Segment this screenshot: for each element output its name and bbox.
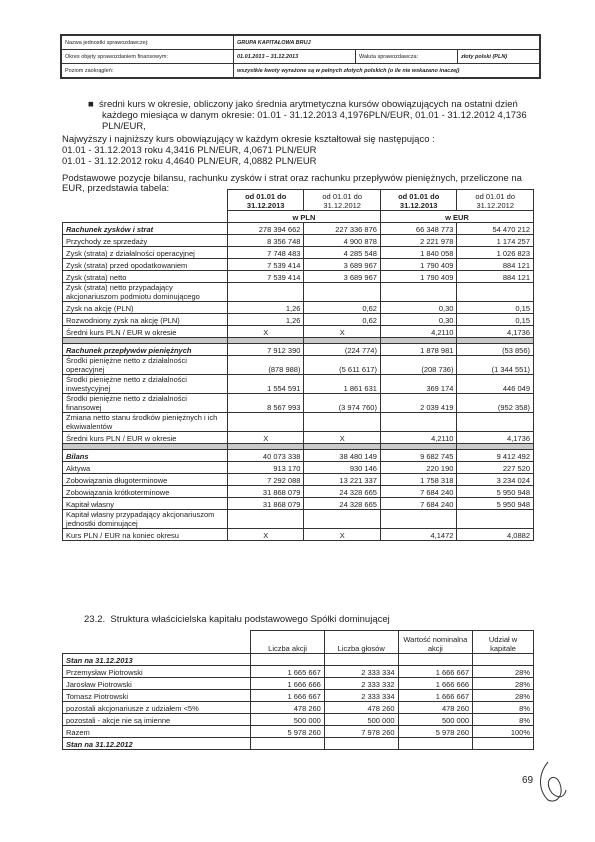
- own-row: [63, 738, 534, 750]
- own-cell: 1 666 667: [398, 666, 473, 678]
- own-cell: 500 000: [324, 714, 398, 726]
- fin-cell: 913 170: [227, 462, 304, 474]
- fin-cell: [304, 413, 381, 432]
- issuer-value: GRUPA KAPITAŁOWA BRUJ: [234, 36, 540, 50]
- fin-row-label: Kapitał własny: [63, 498, 228, 510]
- own-row: [63, 654, 534, 666]
- own-head-votes: Liczba głosów: [324, 631, 398, 654]
- fin-row: [63, 259, 534, 271]
- fin-row: [63, 247, 534, 259]
- own-cell: 478 260: [251, 702, 325, 714]
- own-row: [63, 714, 534, 726]
- own-head-share-pct: Udział w kapitale: [473, 631, 534, 654]
- fin-cell: (5 611 617): [304, 356, 381, 375]
- fin-cell: [380, 510, 457, 529]
- fin-cell: 3 689 967: [304, 259, 381, 271]
- fin-cell: 884 121: [457, 271, 534, 283]
- own-cell: 2 333 334: [324, 690, 398, 702]
- rates-2012: 01.01 - 31.12.2012 roku 4,4640 PLN/EUR, 4,0882 PLN/EUR: [62, 156, 317, 167]
- fin-cell: 4,1472: [380, 529, 457, 541]
- fin-cell: 1,26: [227, 314, 304, 326]
- own-row: [63, 678, 534, 690]
- fin-row-label: Zysk (strata) z działalności operacyjnej: [63, 247, 228, 259]
- section-heading: [84, 614, 390, 625]
- fin-cell: 3 234 024: [457, 474, 534, 486]
- own-cell: 28%: [473, 678, 534, 690]
- fin-cell: 2 039 419: [380, 394, 457, 413]
- section-title: Struktura właścicielska kapitału podstawowego Spółki dominującej: [110, 614, 390, 625]
- fin-cell: 5 950 948: [457, 498, 534, 510]
- section-number: 23.2.: [84, 614, 106, 625]
- fin-cell: 8 356 748: [227, 235, 304, 247]
- own-row: [63, 690, 534, 702]
- own-cell: 8%: [473, 702, 534, 714]
- own-row: [63, 726, 534, 738]
- fin-cell: 40 073 338: [227, 450, 304, 462]
- own-cell: [473, 654, 534, 666]
- rounding-value: wszystkie kwoty wyrażone są w pełnych złotych polskich (o ile nie wskazano inaczej): [234, 64, 540, 78]
- fin-row: [63, 432, 534, 444]
- fin-cell: 7 684 240: [380, 486, 457, 498]
- fin-cell: 7 684 240: [380, 498, 457, 510]
- own-row: [63, 666, 534, 678]
- fin-cell: 31 868 079: [227, 486, 304, 498]
- fin-row: [63, 344, 534, 356]
- fin-cell: 1 174 257: [457, 235, 534, 247]
- fin-row-label: Rachunek zysków i strat: [63, 223, 228, 235]
- document-header: [60, 34, 541, 79]
- own-head-nominal: Wartość nominalna akcji: [398, 631, 473, 654]
- fin-row-label: Rozwodniony zysk na akcję (PLN): [63, 314, 228, 326]
- fin-cell: 4,1736: [457, 432, 534, 444]
- fin-cell: 0,30: [380, 302, 457, 314]
- own-head-shares: Liczba akcji: [251, 631, 325, 654]
- fin-cell: 1 790 409: [380, 271, 457, 283]
- group-pln: w PLN: [227, 211, 380, 223]
- own-cell: 5 978 260: [398, 726, 473, 738]
- fin-cell: 4 900 878: [304, 235, 381, 247]
- own-row-label: Przemysław Piotrowski: [63, 666, 251, 678]
- own-head-0: [63, 631, 251, 654]
- fin-row-label: Środki pieniężne netto z działalności operacyjnej: [63, 356, 228, 375]
- own-row-label: Tomasz Piotrowski: [63, 690, 251, 702]
- period-label: Okres objęty sprawozdaniem finansowym:: [62, 50, 234, 64]
- fin-cell: 0,30: [380, 314, 457, 326]
- own-cell: 1 666 666: [398, 678, 473, 690]
- fin-cell: [227, 510, 304, 529]
- fin-cell: X: [227, 529, 304, 541]
- fin-row-label: Kapitał własny przypadający akcjonariuszom jednostki dominującej: [63, 510, 228, 529]
- own-cell: 478 260: [324, 702, 398, 714]
- own-cell: [324, 738, 398, 750]
- fin-cell: 5 950 948: [457, 486, 534, 498]
- fin-cell: 4,0882: [457, 529, 534, 541]
- own-cell: [251, 738, 325, 750]
- fin-row: [63, 235, 534, 247]
- fin-row: [63, 450, 534, 462]
- fin-cell: (53 856): [457, 344, 534, 356]
- fin-row-label: Bilans: [63, 450, 228, 462]
- fin-cell: (952 358): [457, 394, 534, 413]
- fin-row: [63, 223, 534, 235]
- fin-cell: [304, 510, 381, 529]
- fin-cell: 7 539 414: [227, 259, 304, 271]
- fin-cell: 1 878 981: [380, 344, 457, 356]
- currency-label: Waluta sprawozdawcza:: [356, 50, 458, 64]
- fin-cell: 446 049: [457, 375, 534, 394]
- fin-cell: 24 328 665: [304, 486, 381, 498]
- own-cell: 8%: [473, 714, 534, 726]
- ownership-table: [62, 630, 534, 750]
- fin-row: [63, 413, 534, 432]
- fin-cell: 38 480 149: [304, 450, 381, 462]
- fin-row: [63, 510, 534, 529]
- fin-cell: (878 988): [227, 356, 304, 375]
- fin-row: [63, 283, 534, 302]
- fin-cell: 1 840 058: [380, 247, 457, 259]
- own-cell: 5 978 260: [251, 726, 325, 738]
- table-intro-2: EUR, przedstawia tabela:: [62, 183, 170, 194]
- fin-cell: [380, 283, 457, 302]
- fin-cell: 0,62: [304, 302, 381, 314]
- own-cell: 2 333 334: [324, 666, 398, 678]
- fin-cell: 2 221 978: [380, 235, 457, 247]
- fin-cell: 1 554 591: [227, 375, 304, 394]
- fin-cell: 4,2110: [380, 432, 457, 444]
- fin-row: [63, 394, 534, 413]
- signature: [534, 760, 568, 804]
- fin-row-label: Zmiana netto stanu środków pieniężnych i ich ekwiwalentów: [63, 413, 228, 432]
- own-cell: 1 666 667: [398, 690, 473, 702]
- own-cell: 2 333 332: [324, 678, 398, 690]
- fin-cell: 66 348 773: [380, 223, 457, 235]
- fin-cell: 278 394 662: [227, 223, 304, 235]
- fin-cell: 7 912 390: [227, 344, 304, 356]
- fin-cell: 884 121: [457, 259, 534, 271]
- fin-cell: 1 790 409: [380, 259, 457, 271]
- fin-cell: 4,1736: [457, 326, 534, 338]
- fin-cell: 9 682 745: [380, 450, 457, 462]
- fin-row-label: Średni kurs PLN / EUR w okresie: [63, 326, 228, 338]
- own-row: [63, 702, 534, 714]
- fin-row-label: Zysk (strata) przed opodatkowaniem: [63, 259, 228, 271]
- fin-row: [63, 356, 534, 375]
- fin-cell: (208 736): [380, 356, 457, 375]
- own-row-label: Jarosław Piotrowski: [63, 678, 251, 690]
- fin-cell: [457, 413, 534, 432]
- bullet-text-1: ■ średni kurs w okresie, obliczony jako średnia arytmetyczna kursów obowiązujących na ostatni dzień: [88, 99, 518, 110]
- fin-row-label: Zysk na akcję (PLN): [63, 302, 228, 314]
- own-cell: 478 260: [398, 702, 473, 714]
- fin-row: [63, 529, 534, 541]
- fin-cell: 227 336 876: [304, 223, 381, 235]
- fin-row: [63, 271, 534, 283]
- fin-cell: 31 868 079: [227, 498, 304, 510]
- fin-row-label: Kurs PLN / EUR na koniec okresu: [63, 529, 228, 541]
- own-cell: [398, 738, 473, 750]
- fin-cell: 1 758 318: [380, 474, 457, 486]
- fin-cell: 8 567 993: [227, 394, 304, 413]
- col-head-pln-2012: od 01.01 do 31.12.2012: [304, 190, 381, 211]
- fin-cell: X: [304, 326, 381, 338]
- col-head-pln-2013: od 01.01 do 31.12.2013: [227, 190, 304, 211]
- fin-row-label: Zysk (strata) netto: [63, 271, 228, 283]
- fin-row: [63, 498, 534, 510]
- fin-cell: [457, 283, 534, 302]
- fin-cell: [227, 413, 304, 432]
- own-cell: 1 666 667: [251, 690, 325, 702]
- col-head-eur-2012: od 01.01 do 31.12.2012: [457, 190, 534, 211]
- fin-row-label: Środki pieniężne netto z działalności inwestycyjnej: [63, 375, 228, 394]
- bullet-text-3: PLN/EUR,: [102, 121, 146, 132]
- period-value: 01.01.2013 – 31.12.2013: [234, 50, 356, 64]
- fin-cell: X: [227, 432, 304, 444]
- fin-cell: [304, 283, 381, 302]
- fin-cell: 7 292 088: [227, 474, 304, 486]
- fin-row: [63, 375, 534, 394]
- rates-2013: 01.01 - 31.12.2013 roku 4,3416 PLN/EUR, 4,0671 PLN/EUR: [62, 145, 317, 156]
- fin-cell: 4,2110: [380, 326, 457, 338]
- fin-cell: 1,26: [227, 302, 304, 314]
- fin-row: [63, 302, 534, 314]
- own-row-label: Razem: [63, 726, 251, 738]
- issuer-label: Nazwa jednostki sprawozdawczej:: [62, 36, 234, 50]
- group-eur: w EUR: [380, 211, 533, 223]
- fin-cell: 220 190: [380, 462, 457, 474]
- fin-cell: 4 285 548: [304, 247, 381, 259]
- rounding-label: Poziom zaokrągleń:: [62, 64, 234, 78]
- fin-row-label: Średni kurs PLN / EUR w okresie: [63, 432, 228, 444]
- fin-row-label: Zysk (strata) netto przypadający akcjonariuszom podmiotu dominującego: [63, 283, 228, 302]
- own-row-label: Stan na 31.12.2013: [63, 654, 251, 666]
- fin-row-label: Zobowiązania długoterminowe: [63, 474, 228, 486]
- own-cell: [324, 654, 398, 666]
- fin-cell: 0,15: [457, 302, 534, 314]
- own-cell: 7 978 260: [324, 726, 398, 738]
- fin-row-label: Środki pieniężne netto z działalności finansowej: [63, 394, 228, 413]
- fin-row: [63, 314, 534, 326]
- fin-cell: X: [304, 432, 381, 444]
- fin-cell: 227 520: [457, 462, 534, 474]
- fin-cell: 930 146: [304, 462, 381, 474]
- fin-cell: X: [227, 326, 304, 338]
- own-row-label: pozostali - akcje nie są imienne: [63, 714, 251, 726]
- own-cell: 28%: [473, 666, 534, 678]
- fin-cell: 0,62: [304, 314, 381, 326]
- fin-cell: 7 748 483: [227, 247, 304, 259]
- own-cell: [398, 654, 473, 666]
- fin-row-label: Zobowiązania krótkoterminowe: [63, 486, 228, 498]
- fin-cell: 9 412 492: [457, 450, 534, 462]
- page-number: 69: [522, 775, 534, 786]
- table-intro-1: Podstawowe pozycje bilansu, rachunku zysków i strat oraz rachunku przepływów pieniężnych, przeliczone na: [62, 173, 522, 184]
- own-cell: [251, 654, 325, 666]
- fin-row: [63, 326, 534, 338]
- fin-cell: 7 539 414: [227, 271, 304, 283]
- own-cell: 1 665 667: [251, 666, 325, 678]
- own-cell: 100%: [473, 726, 534, 738]
- fin-cell: 24 328 665: [304, 498, 381, 510]
- col-head-eur-2013: od 01.01 do 31.12.2013: [380, 190, 457, 211]
- currency-value: złoty polski (PLN): [458, 50, 540, 64]
- fin-row: [63, 474, 534, 486]
- rates-intro: Najwyższy i najniższy kurs obowiązujący w każdym okresie kształtował się następująco :: [62, 134, 435, 145]
- fin-cell: (224 774): [304, 344, 381, 356]
- fin-cell: 54 470 212: [457, 223, 534, 235]
- bullet-text-2: każdego miesiąca w danym okresie: 01.01 - 31.12.2013 4,1976PLN/EUR, 01.01 - 31.12.2012 4,1736: [102, 110, 527, 121]
- fin-cell: X: [304, 529, 381, 541]
- fin-cell: 13 221 337: [304, 474, 381, 486]
- fin-cell: (1 344 551): [457, 356, 534, 375]
- fin-cell: 369 174: [380, 375, 457, 394]
- own-cell: 500 000: [251, 714, 325, 726]
- fin-row-label: Przychody ze sprzedaży: [63, 235, 228, 247]
- financial-data-table: [62, 189, 534, 541]
- own-cell: 28%: [473, 690, 534, 702]
- fin-row: [63, 486, 534, 498]
- fin-cell: [457, 510, 534, 529]
- fin-cell: 1 861 631: [304, 375, 381, 394]
- fin-row-label: Rachunek przepływów pieniężnych: [63, 344, 228, 356]
- fin-row: [63, 462, 534, 474]
- own-cell: 500 000: [398, 714, 473, 726]
- own-row-label: Stan na 31.12.2012: [63, 738, 251, 750]
- own-cell: 1 666 666: [251, 678, 325, 690]
- own-cell: [473, 738, 534, 750]
- fin-cell: 1 026 823: [457, 247, 534, 259]
- fin-cell: 0,15: [457, 314, 534, 326]
- bullet-icon: ■: [88, 99, 100, 110]
- fin-cell: (3 974 760): [304, 394, 381, 413]
- fin-cell: [227, 283, 304, 302]
- fin-row-label: Aktywa: [63, 462, 228, 474]
- fin-cell: 3 689 967: [304, 271, 381, 283]
- fin-cell: [380, 413, 457, 432]
- own-row-label: pozostali akcjonariusze z udziałem <5%: [63, 702, 251, 714]
